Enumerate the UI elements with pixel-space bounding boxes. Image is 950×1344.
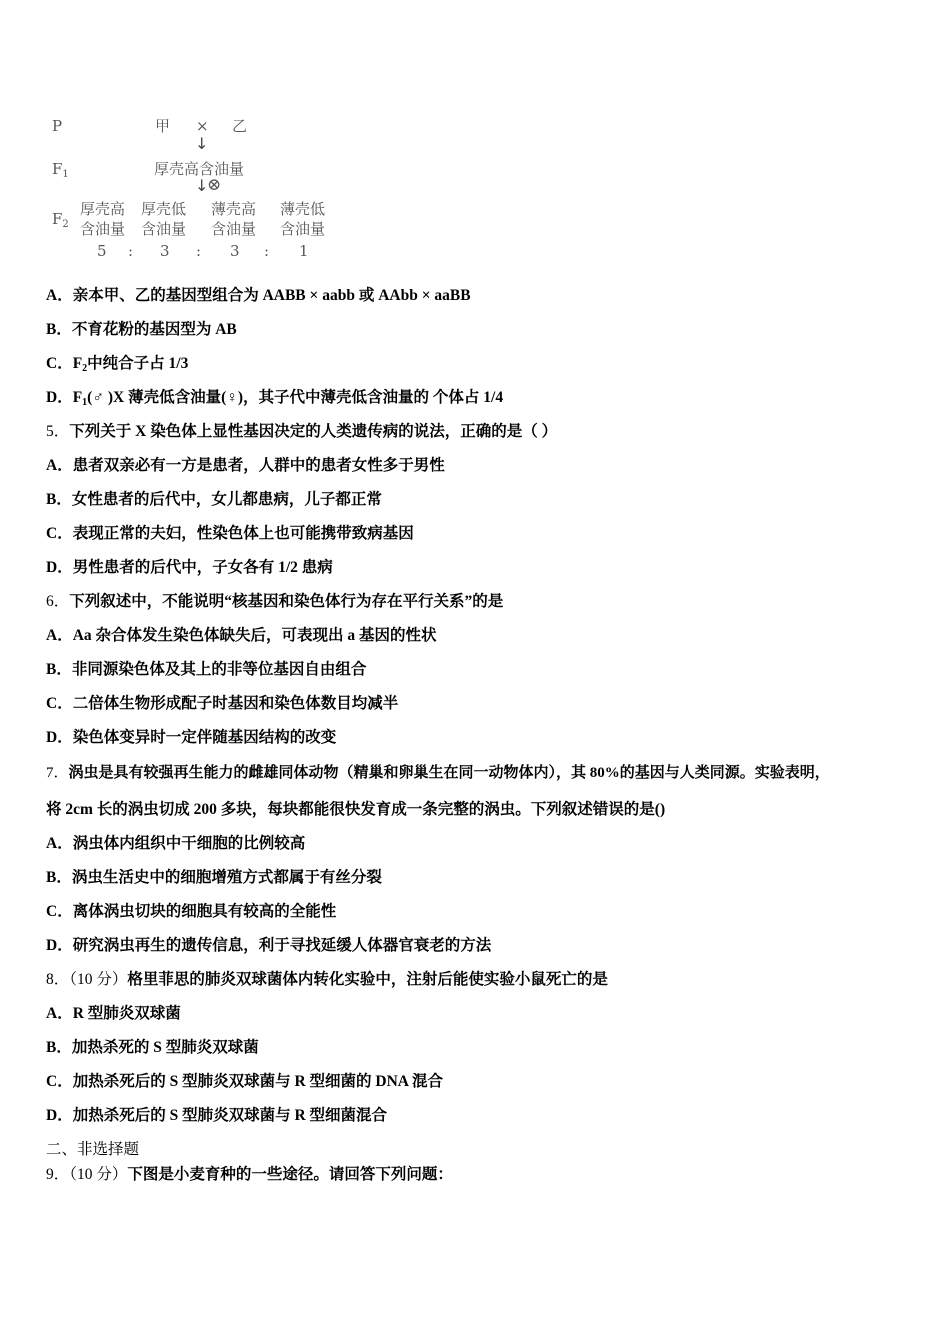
q7-stem-line1: 7．涡虫是具有较强再生能力的雌雄同体动物（精巢和卵巢生在同一动物体内），其 80%的基因与人类同源。实验表明， — [46, 765, 830, 781]
down-arrow-icon: ↓ — [195, 134, 209, 153]
f2-type-1-line2: 含油量 — [80, 220, 126, 238]
f1-generation-label: $F_1$ — [52, 160, 69, 180]
q6-option-d: D．染色体变异时一定伴随基因结构的改变 — [46, 729, 337, 746]
q8-option-d: D．加热杀死后的 S 型肺炎双球菌与 R 型细菌混合 — [46, 1107, 388, 1124]
ratio-separator: : — [196, 242, 202, 260]
parent-a: 甲 — [155, 117, 171, 135]
q7-option-a: A．涡虫体内组织中干细胞的比例较高 — [46, 835, 306, 852]
q4-option-c: C．$F_2$中纯合子占 1/3 — [46, 355, 189, 374]
f2-generation-label: $F_2$ — [52, 210, 69, 230]
q6-stem: 6．下列叙述中，不能说明“核基因和染色体行为存在平行关系”的是 — [46, 593, 504, 610]
q8-stem: 8．（10 分）格里菲思的肺炎双球菌体内转化实验中，注射后能使实验小鼠死亡的是 — [46, 971, 608, 988]
f2-type-4-line2: 含油量 — [280, 220, 326, 238]
q5-option-b: B．女性患者的后代中，女儿都患病，儿子都正常 — [46, 491, 382, 508]
q7-stem-line2: 将 2cm 长的涡虫切成 200 多块，每块都能很快发育成一条完整的涡虫。下列叙述错误的是() — [46, 801, 666, 818]
q4-option-a: A．亲本甲、乙的基因型组合为 AABB × aabb 或 AAbb × aaBB — [46, 287, 471, 304]
f2-type-3-line1: 薄壳高 — [211, 200, 257, 218]
f2-type-4-line1: 薄壳低 — [280, 200, 326, 218]
f2-type-1-line1: 厚壳高 — [80, 200, 126, 218]
cross-symbol: × — [196, 117, 209, 135]
q5-stem: 5．下列关于 X 染色体上显性基因决定的人类遗传病的说法，正确的是（ ） — [46, 423, 558, 440]
down-arrow-icon: ↓ — [195, 176, 209, 195]
f1-phenotype: 厚壳高含油量 — [154, 160, 245, 178]
q6-option-a: A．Aa 杂合体发生染色体缺失后，可表现出 a 基因的性状 — [46, 627, 437, 644]
q8-option-a: A．R 型肺炎双球菌 — [46, 1005, 181, 1022]
q5-option-a: A．患者双亲必有一方是患者，人群中的患者女性多于男性 — [46, 457, 445, 474]
parent-b: 乙 — [232, 117, 248, 135]
q8-option-b: B．加热杀死的 S 型肺炎双球菌 — [46, 1039, 259, 1056]
q4-option-d: D．$F_1(♂$ )X 薄壳低含油量(♀)，其子代中薄壳低含油量的 个体占 1/4 — [46, 389, 504, 408]
f2-ratio-3: 3 — [230, 242, 240, 260]
f2-ratio-2: 3 — [160, 242, 170, 260]
ratio-separator: : — [128, 242, 134, 260]
q7-option-d: D．研究涡虫再生的遗传信息，利于寻找延缓人体器官衰老的方法 — [46, 937, 492, 954]
p-generation-label: P — [52, 117, 63, 135]
f2-ratio-1: 5 — [97, 242, 107, 260]
q6-option-b: B．非同源染色体及其上的非等位基因自由组合 — [46, 661, 367, 678]
genetic-cross-figure — [0, 0, 400, 270]
q6-option-c: C．二倍体生物形成配子时基因和染色体数目均减半 — [46, 695, 399, 712]
ratio-separator: : — [264, 242, 270, 260]
f2-type-2-line1: 厚壳低 — [141, 200, 187, 218]
section-2-title: 二、非选择题 — [46, 1141, 140, 1158]
q7-option-c: C．离体涡虫切块的细胞具有较高的全能性 — [46, 903, 337, 920]
q7-option-b: B．涡虫生活史中的细胞增殖方式都属于有丝分裂 — [46, 869, 382, 886]
q9-stem: 9．（10 分）下图是小麦育种的一些途径。请回答下列问题： — [46, 1166, 453, 1183]
q4-option-b: B．不育花粉的基因型为 AB — [46, 321, 237, 338]
f2-type-2-line2: 含油量 — [141, 220, 187, 238]
q5-option-d: D．男性患者的后代中，子女各有 1/2 患病 — [46, 559, 333, 576]
f2-type-3-line2: 含油量 — [211, 220, 257, 238]
self-cross-icon: ⊗ — [207, 175, 222, 195]
f2-ratio-4: 1 — [299, 242, 309, 260]
q5-option-c: C．表现正常的夫妇，性染色体上也可能携带致病基因 — [46, 525, 414, 542]
q8-option-c: C．加热杀死后的 S 型肺炎双球菌与 R 型细菌的 DNA 混合 — [46, 1073, 443, 1090]
